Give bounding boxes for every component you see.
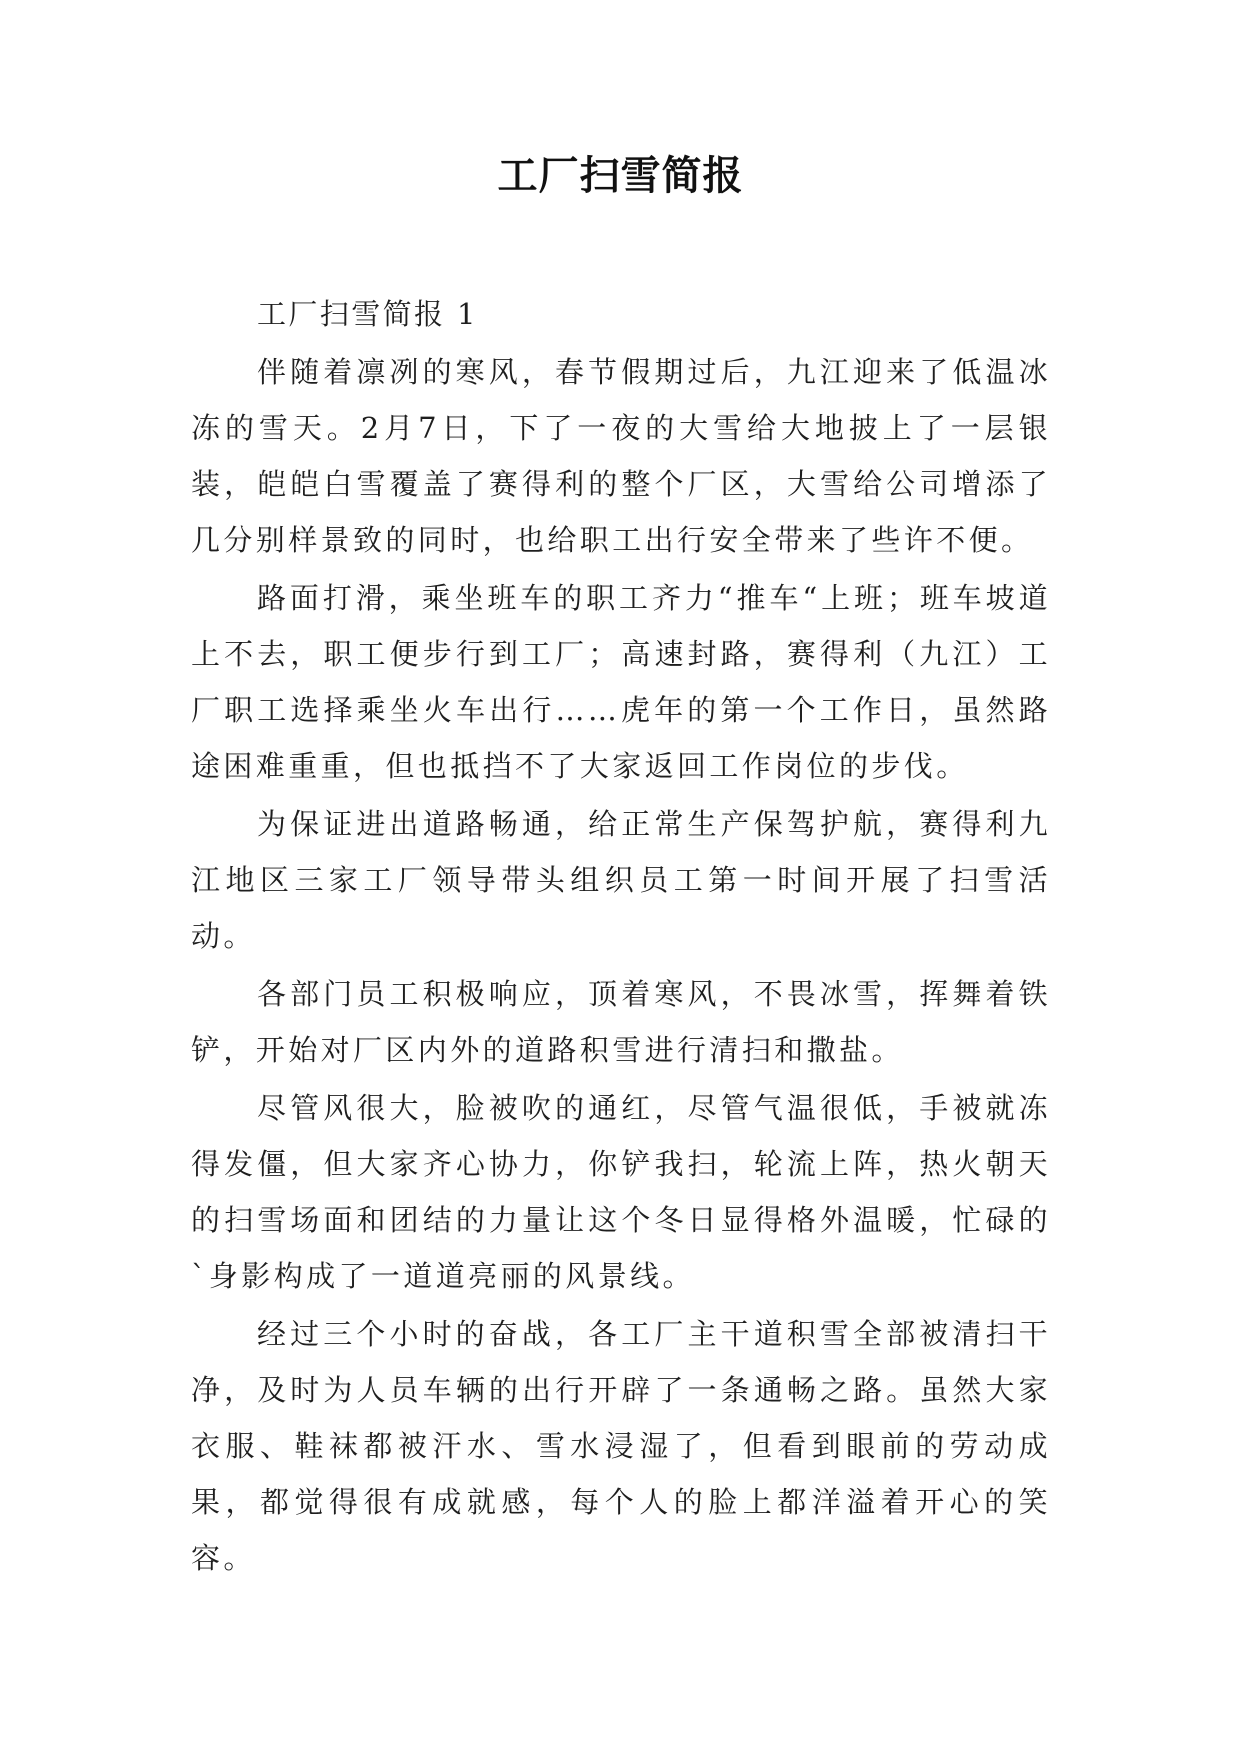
document-title: 工厂扫雪简报 — [497, 153, 744, 199]
paragraph-1: 伴随着凛冽的寒风，春节假期过后，九江迎来了低温冰冻的雪天。2月7日，下了一夜的大雪给大地披上了一层银装，皑皑白雪覆盖了赛得利的整个厂区，大雪给公司增添了几分别样景致的同时，也给职工出行安全带来了些许不便。 — [191, 355, 1051, 557]
section-heading: 工厂扫雪简报 1 — [257, 297, 478, 331]
paragraph-4: 各部门员工积极响应，顶着寒风，不畏冰雪，挥舞着铁铲，开始对厂区内外的道路积雪进行清扫和撒盐。 — [191, 977, 1051, 1067]
paragraph-3: 为保证进出道路畅通，给正常生产保驾护航，赛得利九江地区三家工厂领导带头组织员工第一时间开展了扫雪活动。 — [191, 807, 1051, 953]
paragraph-5: 尽管风很大，脸被吹的通红，尽管气温很低，手被就冻得发僵，但大家齐心协力，你铲我扫，轮流上阵，热火朝天的扫雪场面和团结的力量让这个冬日显得格外温暖，忙碌的`身影构成了一道道亮丽的风景线。 — [191, 1091, 1051, 1293]
paragraph-2: 路面打滑，乘坐班车的职工齐力“推车“上班；班车坡道上不去，职工便步行到工厂；高速封路，赛得利（九江）工厂职工选择乘坐火车出行……虎年的第一个工作日，虽然路途困难重重，但也抵挡不了大家返回工作岗位的步伐。 — [191, 581, 1051, 783]
paragraph-6: 经过三个小时的奋战，各工厂主干道积雪全部被清扫干净，及时为人员车辆的出行开辟了一条通畅之路。虽然大家衣服、鞋袜都被汗水、雪水浸湿了，但看到眼前的劳动成果，都觉得很有成就感，每个人的脸上都洋溢着开心的笑容。 — [191, 1317, 1051, 1575]
document-body — [191, 286, 1051, 1588]
